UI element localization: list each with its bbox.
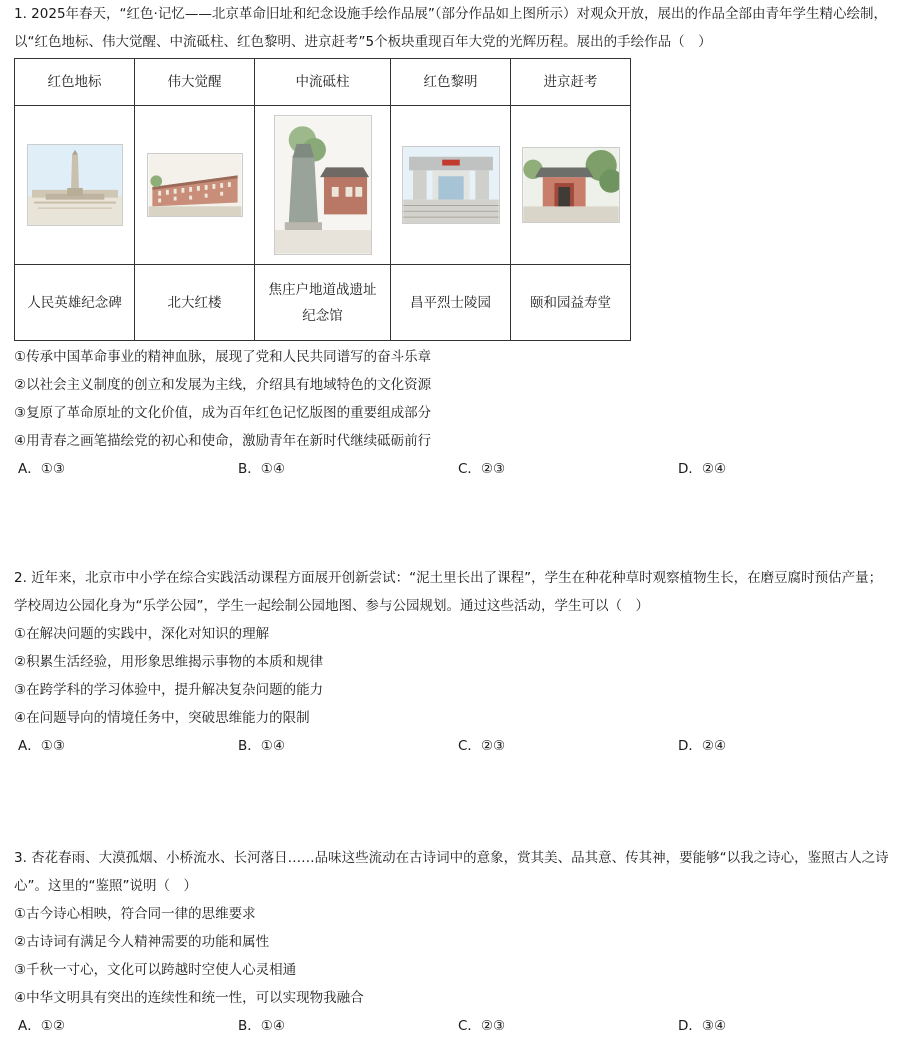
- table-image-cell: [255, 106, 391, 265]
- table-header-cell: 进京赶考: [511, 59, 631, 106]
- table-header-cell: 伟大觉醒: [135, 59, 255, 106]
- choice-d[interactable]: D．②④: [678, 461, 727, 477]
- table-image-cell: [511, 106, 631, 265]
- statement-1: ①传承中国革命事业的精神血脉，展现了党和人民共同谱写的奋斗乐章: [14, 349, 432, 365]
- question-2-stem: 2. 近年来，北京市中小学在综合实践活动课程方面展开创新尝试：“泥土里长出了课程”，学生在种花种草时观察植物生长，在磨豆腐时预估产量；学校周边公园化身为“乐学公园”，学生一起绘制公园地图、参与公园规划。通过这些活动，学生可以（ ）: [14, 570, 883, 614]
- table-header-row: [15, 59, 631, 106]
- choice-d[interactable]: D．②④: [678, 738, 727, 754]
- question-3-stem: 3. 杏花春雨、大漠孤烟、小桥流水、长河落日……品味这些流动在古诗词中的意象，赏其美、品其意、传其神，要能够“以我之诗心，鉴照古人之诗心”。这里的“鉴照”说明（ ）: [14, 850, 889, 894]
- statement-2: ②古诗词有满足今人精神需要的功能和属性: [14, 934, 270, 950]
- statement-4: ④用青春之画笔描绘党的初心和使命，激励青年在新时代继续砥砺前行: [14, 433, 432, 449]
- statement-3: ③千秋一寸心，文化可以跨越时空使人心灵相通: [14, 962, 297, 978]
- question-3: [14, 844, 894, 1040]
- memorial-stele-drawing-icon: [274, 115, 372, 255]
- choice-a[interactable]: A．①③: [18, 738, 65, 754]
- choice-c[interactable]: C．②③: [458, 461, 506, 477]
- choice-b[interactable]: B．①④: [238, 1018, 285, 1034]
- choice-c[interactable]: C．②③: [458, 738, 506, 754]
- statement-2: ②以社会主义制度的创立和发展为主线，介绍具有地域特色的文化资源: [14, 377, 432, 393]
- table-image-cell: [135, 106, 255, 265]
- statement-4: ④中华文明具有突出的连续性和统一性，可以实现物我融合: [14, 990, 364, 1006]
- table-header-cell: 红色地标: [15, 59, 135, 106]
- table-name-cell: 昌平烈士陵园: [391, 265, 511, 341]
- table-image-cell: [391, 106, 511, 265]
- choice-b[interactable]: B．①④: [238, 738, 285, 754]
- table-image-row: [15, 106, 631, 265]
- table-name-cell: 人民英雄纪念碑: [15, 265, 135, 341]
- table-name-cell: 北大红楼: [135, 265, 255, 341]
- statement-1: ①古今诗心相映，符合同一律的思维要求: [14, 906, 256, 922]
- table-header-cell: 中流砥柱: [255, 59, 391, 106]
- monument-drawing-icon: [27, 144, 123, 226]
- table-name-cell: 焦庄户地道战遗址纪念馆: [255, 265, 391, 341]
- table-image-cell: [15, 106, 135, 265]
- statement-1: ①在解决问题的实践中，深化对知识的理解: [14, 626, 270, 642]
- statement-4: ④在问题导向的情境任务中，突破思维能力的限制: [14, 710, 310, 726]
- table-name-cell: 颐和园益寿堂: [511, 265, 631, 341]
- table-name-row: [15, 265, 631, 341]
- statement-3: ③在跨学科的学习体验中，提升解决复杂问题的能力: [14, 682, 324, 698]
- question-1: [14, 0, 894, 483]
- choice-b[interactable]: B．①④: [238, 461, 285, 477]
- question-2: [14, 564, 894, 760]
- choice-d[interactable]: D．③④: [678, 1018, 727, 1034]
- answer-choices: [14, 732, 894, 760]
- choice-c[interactable]: C．②③: [458, 1018, 506, 1034]
- cemetery-gate-drawing-icon: [402, 146, 500, 224]
- choice-a[interactable]: A．①③: [18, 461, 65, 477]
- table-header-cell: 红色黎明: [391, 59, 511, 106]
- answer-choices: [14, 455, 894, 483]
- statement-3: ③复原了革命原址的文化价值，成为百年红色记忆版图的重要组成部分: [14, 405, 432, 421]
- courtyard-gate-drawing-icon: [522, 147, 620, 223]
- choice-a[interactable]: A．①②: [18, 1018, 65, 1034]
- statement-2: ②积累生活经验，用形象思维揭示事物的本质和规律: [14, 654, 324, 670]
- question-1-stem: 1. 2025年春天，“红色·记忆——北京革命旧址和纪念设施手绘作品展”（部分作品如上图所示）对观众开放，展出的作品全部由青年学生精心绘制，以“红色地标、伟大觉醒、中流砥柱、红色黎明、进京赶考”5个板块重现百年大党的光辉历程。展出的手绘作品（ ）: [14, 6, 888, 50]
- red-building-drawing-icon: [147, 153, 243, 217]
- artwork-table: [14, 58, 631, 341]
